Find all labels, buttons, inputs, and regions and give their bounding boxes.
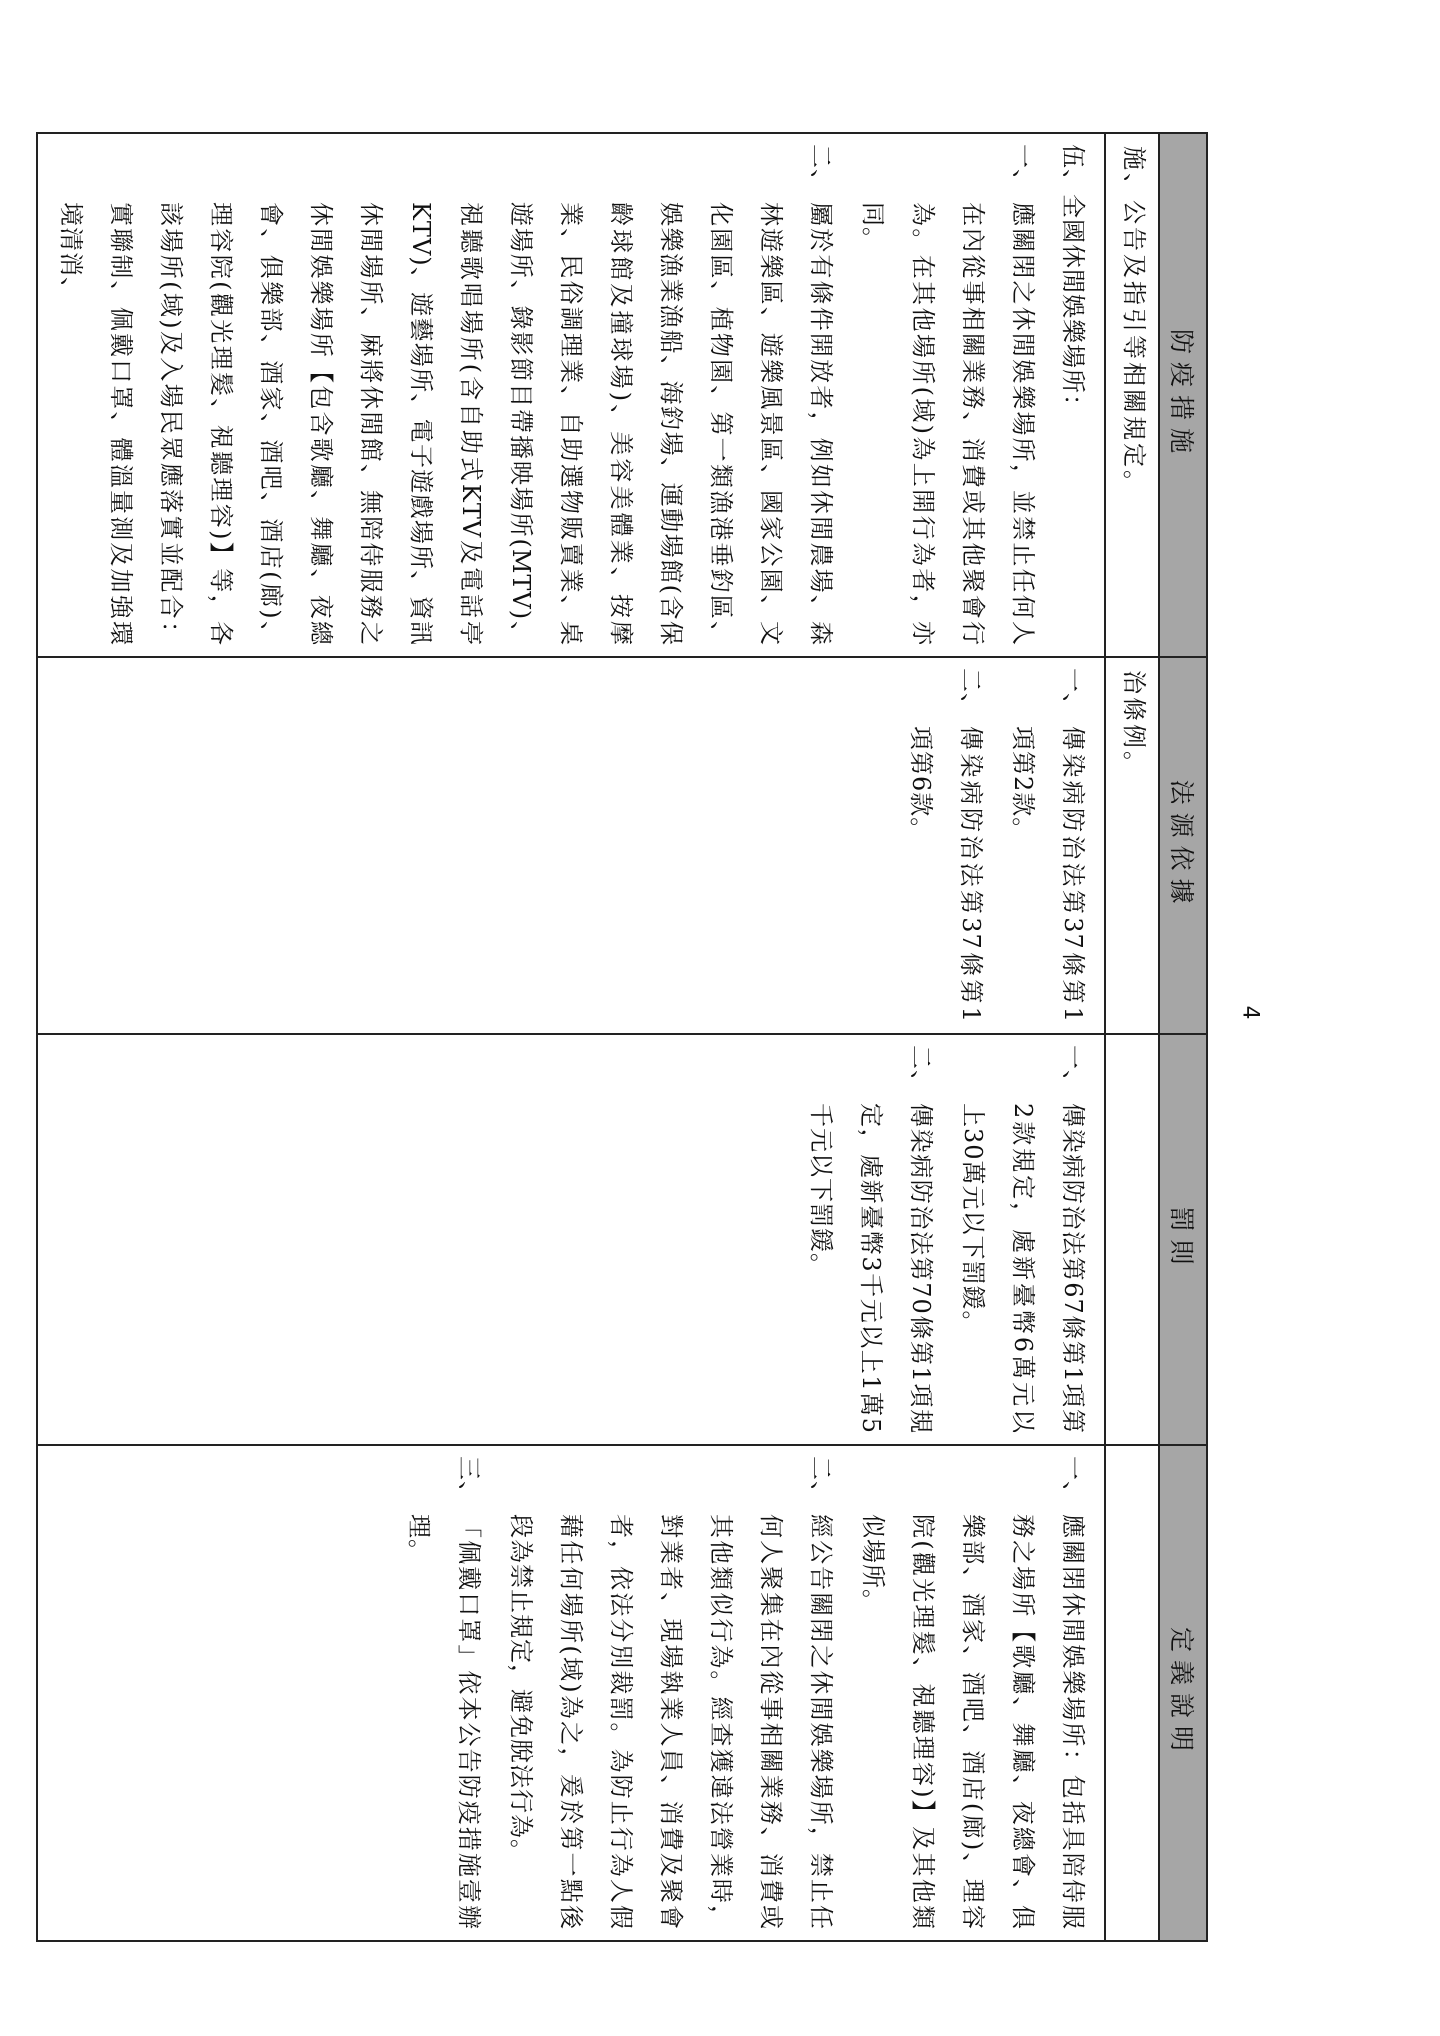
item-number: 二、 <box>807 1456 835 1506</box>
rotated-table-container <box>57 132 1208 1940</box>
item-text: 傳染病防治法第37條第1項第6款。 <box>907 726 985 1023</box>
list-item <box>848 144 1048 646</box>
list-item <box>796 1045 946 1434</box>
list-item <box>948 1045 1098 1434</box>
item-number: 二、 <box>807 144 835 194</box>
item-text: 應關閉之休閒娛樂場所，並禁止任何人在內從事相關業務、消費或其他聚會行為。在其他場所(域)為上開行為者，亦同。 <box>859 202 1037 646</box>
list-item <box>848 1456 1098 1930</box>
list-item <box>46 144 846 646</box>
item-text: 傳染病防治法第70條第1項規定，處新臺幣3千元以上1萬5千元以下罰鍰。 <box>807 1103 935 1434</box>
continuation-legal-basis: 治條例。 <box>1105 657 1159 1034</box>
item-text: 傳染病防治法第67條第1項第2款規定，處新臺幣6萬元以上30萬元以下罰鍰。 <box>959 1103 1087 1434</box>
list-item <box>998 668 1098 1023</box>
item-text: 傳染病防治法第37條第1項第2款。 <box>1009 726 1087 1023</box>
item-number: 一、 <box>1059 1045 1087 1095</box>
item-text: 「佩戴口罩」依本公告防疫措施壹辦理。 <box>405 1514 483 1930</box>
continuation-definitions <box>1105 1445 1159 1941</box>
header-legal-basis: 法源依據 <box>1159 657 1207 1034</box>
header-measures: 防疫措施 <box>1159 133 1207 657</box>
page-number: 4 <box>1237 1005 1263 1020</box>
list-item <box>394 1456 494 1930</box>
item-number: 一、 <box>1059 668 1087 718</box>
list-item <box>896 668 996 1023</box>
header-definitions: 定義說明 <box>1159 1445 1207 1941</box>
continuation-measures: 施、公告及指引等相關規定。 <box>1105 133 1159 657</box>
item-text: 經公告關閉之休閒娛樂場所，禁止任何人聚集在內從事相關業務、消費或其他類似行為。經查獲違法營業時，對業者、現場執業人員、消費及聚會者，依法分別裁罰。為防止行為人假藉任何場所(域)為之，爰於第一點後段為禁止規定，避免脫法行為。 <box>507 1514 835 1930</box>
legal-basis-cell <box>37 657 1105 1034</box>
item-number: 一、 <box>1009 144 1037 194</box>
header-row <box>1159 133 1207 1941</box>
item-text: 應關閉休閒娛樂場所：包括具陪侍服務之場所【歌廳、舞廳、夜總會、俱樂部、酒家、酒吧、酒店(廊)、理容院(觀光理髮、視聽理容)】及其他類似場所。 <box>859 1514 1087 1930</box>
item-number: 二、 <box>907 1045 935 1095</box>
item-number: 二、 <box>957 668 985 718</box>
list-item <box>496 1456 846 1930</box>
continuation-penalties <box>1105 1034 1159 1445</box>
regulation-table <box>36 132 1208 1942</box>
header-penalties: 罰則 <box>1159 1034 1207 1445</box>
item-text: 屬於有條件開放者，例如休閒農場、森林遊樂區、遊樂風景區、國家公園、文化園區、植物園、第一類漁港垂釣區、娛樂漁業漁船、海釣場、運動場館(含保齡球館及撞球場)、美容美體業、按摩業、民俗調理業、自助選物販賣業、桌遊場所、錄影節目帶播映場所(MTV)、視聽歌唱場所(含自助式KTV及電話亭KTV)、遊藝場所、電子遊戲場所、資訊休閒場所、麻將休閒館、無陪侍服務之休閒娛樂場所【包含歌廳、舞廳、夜總會、俱樂部、酒家、酒吧、酒店(廊)、理容院(觀光理髮、視聽理容)】等，各該場所(域)及入場民眾應落實並配合：實聯制、佩戴口罩、體溫量測及加強環境清消、 <box>57 202 835 646</box>
item-number: 一、 <box>1059 1456 1087 1506</box>
continuation-row <box>1105 133 1159 1941</box>
penalties-cell <box>37 1034 1105 1445</box>
definitions-cell <box>37 1445 1105 1941</box>
section-5-row <box>37 133 1105 1941</box>
measures-cell <box>37 133 1105 657</box>
item-number: 三、 <box>455 1456 483 1506</box>
section-title: 伍、全國休閒娛樂場所： <box>1059 144 1087 419</box>
